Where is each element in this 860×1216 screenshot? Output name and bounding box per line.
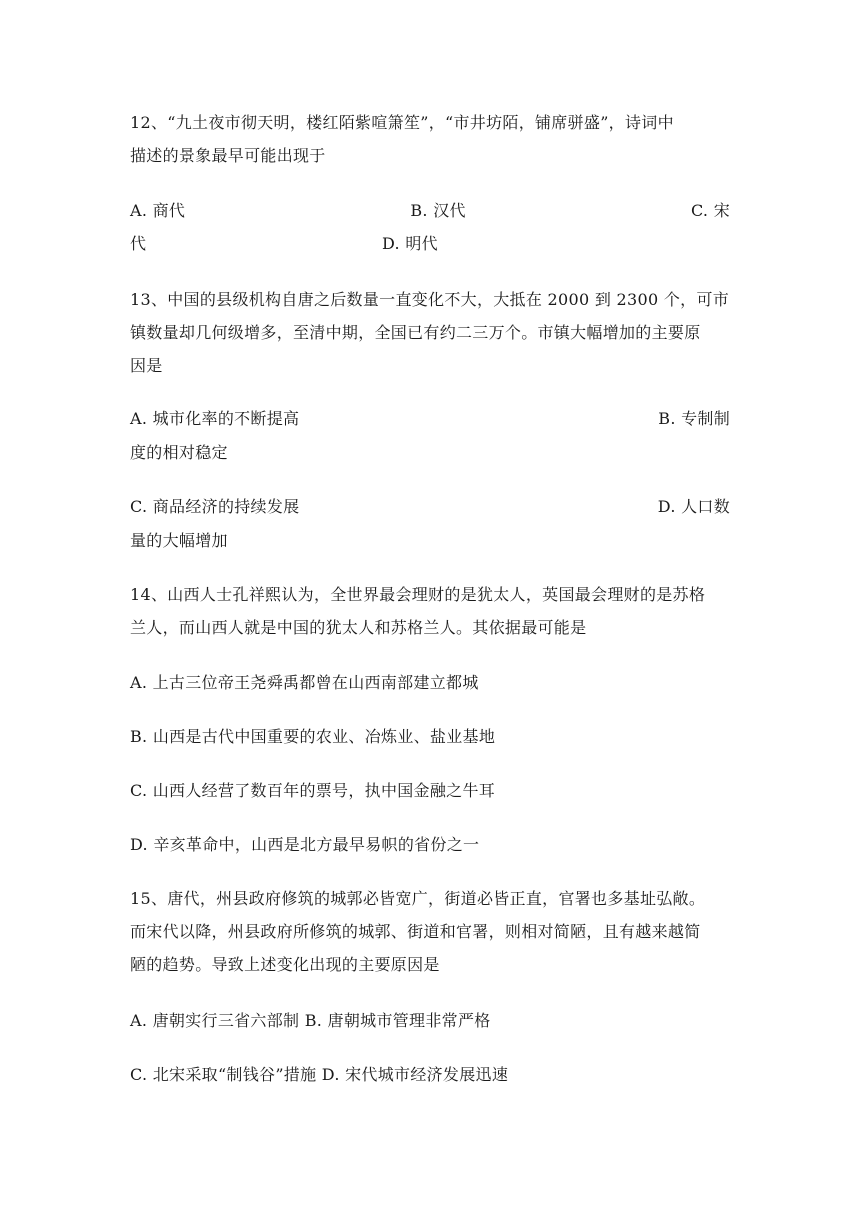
q13-stem-line-2: 镇数量却几何级增多，至清中期，全国已有约二三万个。市镇大幅增加的主要原 [130, 323, 701, 342]
q12-option-d: D. 明代 [382, 234, 438, 253]
q12-option-a: A. 商代 [130, 201, 186, 220]
q13-stem-line-3: 因是 [130, 356, 163, 375]
q13-options-row-2 [130, 496, 730, 518]
q12-option-c-cont: 代 [130, 234, 147, 253]
q14-option-b: B. 山西是古代中国重要的农业、冶炼业、盐业基地 [130, 727, 496, 746]
q13-option-a: A. 城市化率的不断提高 [130, 409, 300, 428]
q15-stem-line-3: 陋的趋势。导致上述变化出现的主要原因是 [130, 955, 440, 974]
q14-option-a: A. 上古三位帝王尧舜禹都曾在山西南部建立都城 [130, 673, 479, 692]
q14-option-d: D. 辛亥革命中，山西是北方最早易帜的省份之一 [130, 835, 480, 854]
q13-option-b: B. 专制制 [658, 409, 730, 428]
q12-option-c: C. 宋 [690, 201, 730, 220]
q15-options-ab: A. 唐朝实行三省六部制 B. 唐朝城市管理非常严格 [130, 1011, 491, 1030]
q13-options-row-1 [130, 408, 730, 430]
q13-option-c: C. 商品经济的持续发展 [130, 497, 300, 516]
q12-stem-line-2: 描述的景象最早可能出现于 [130, 146, 326, 165]
q13-stem-line-1: 13、中国的县级机构自唐之后数量一直变化不大，大抵在 2000 到 2300 个，可市 [130, 290, 730, 309]
q14-stem-line-1: 14、山西人士孔祥熙认为，全世界最会理财的是犹太人，英国最会理财的是苏格 [130, 585, 706, 604]
q14-option-c: C. 山西人经营了数百年的票号，执中国金融之牛耳 [130, 781, 496, 800]
q13-option-d-cont: 量的大幅增加 [130, 531, 228, 550]
q14-stem-line-2: 兰人，而山西人就是中国的犹太人和苏格兰人。其依据最可能是 [130, 618, 587, 637]
q12-options-row [130, 200, 730, 222]
q13-option-d: D. 人口数 [657, 497, 730, 516]
q15-stem-line-1: 15、唐代，州县政府修筑的城郭必皆宽广，街道必皆正直，官署也多基址弘敞。 [130, 889, 706, 908]
q15-stem-line-2: 而宋代以降，州县政府所修筑的城郭、街道和官署，则相对简陋，且有越来越简 [130, 922, 701, 941]
q13-option-b-cont: 度的相对稳定 [130, 443, 228, 462]
q12-stem-line-1: 12、“九土夜市彻天明，楼红陌紫喧箫笙”，“市井坊陌，铺席骈盛”，诗词中 [130, 113, 674, 132]
q12-option-b: B. 汉代 [410, 201, 466, 220]
q15-options-cd: C. 北宋采取“制钱谷”措施 D. 宋代城市经济发展迅速 [130, 1065, 509, 1084]
